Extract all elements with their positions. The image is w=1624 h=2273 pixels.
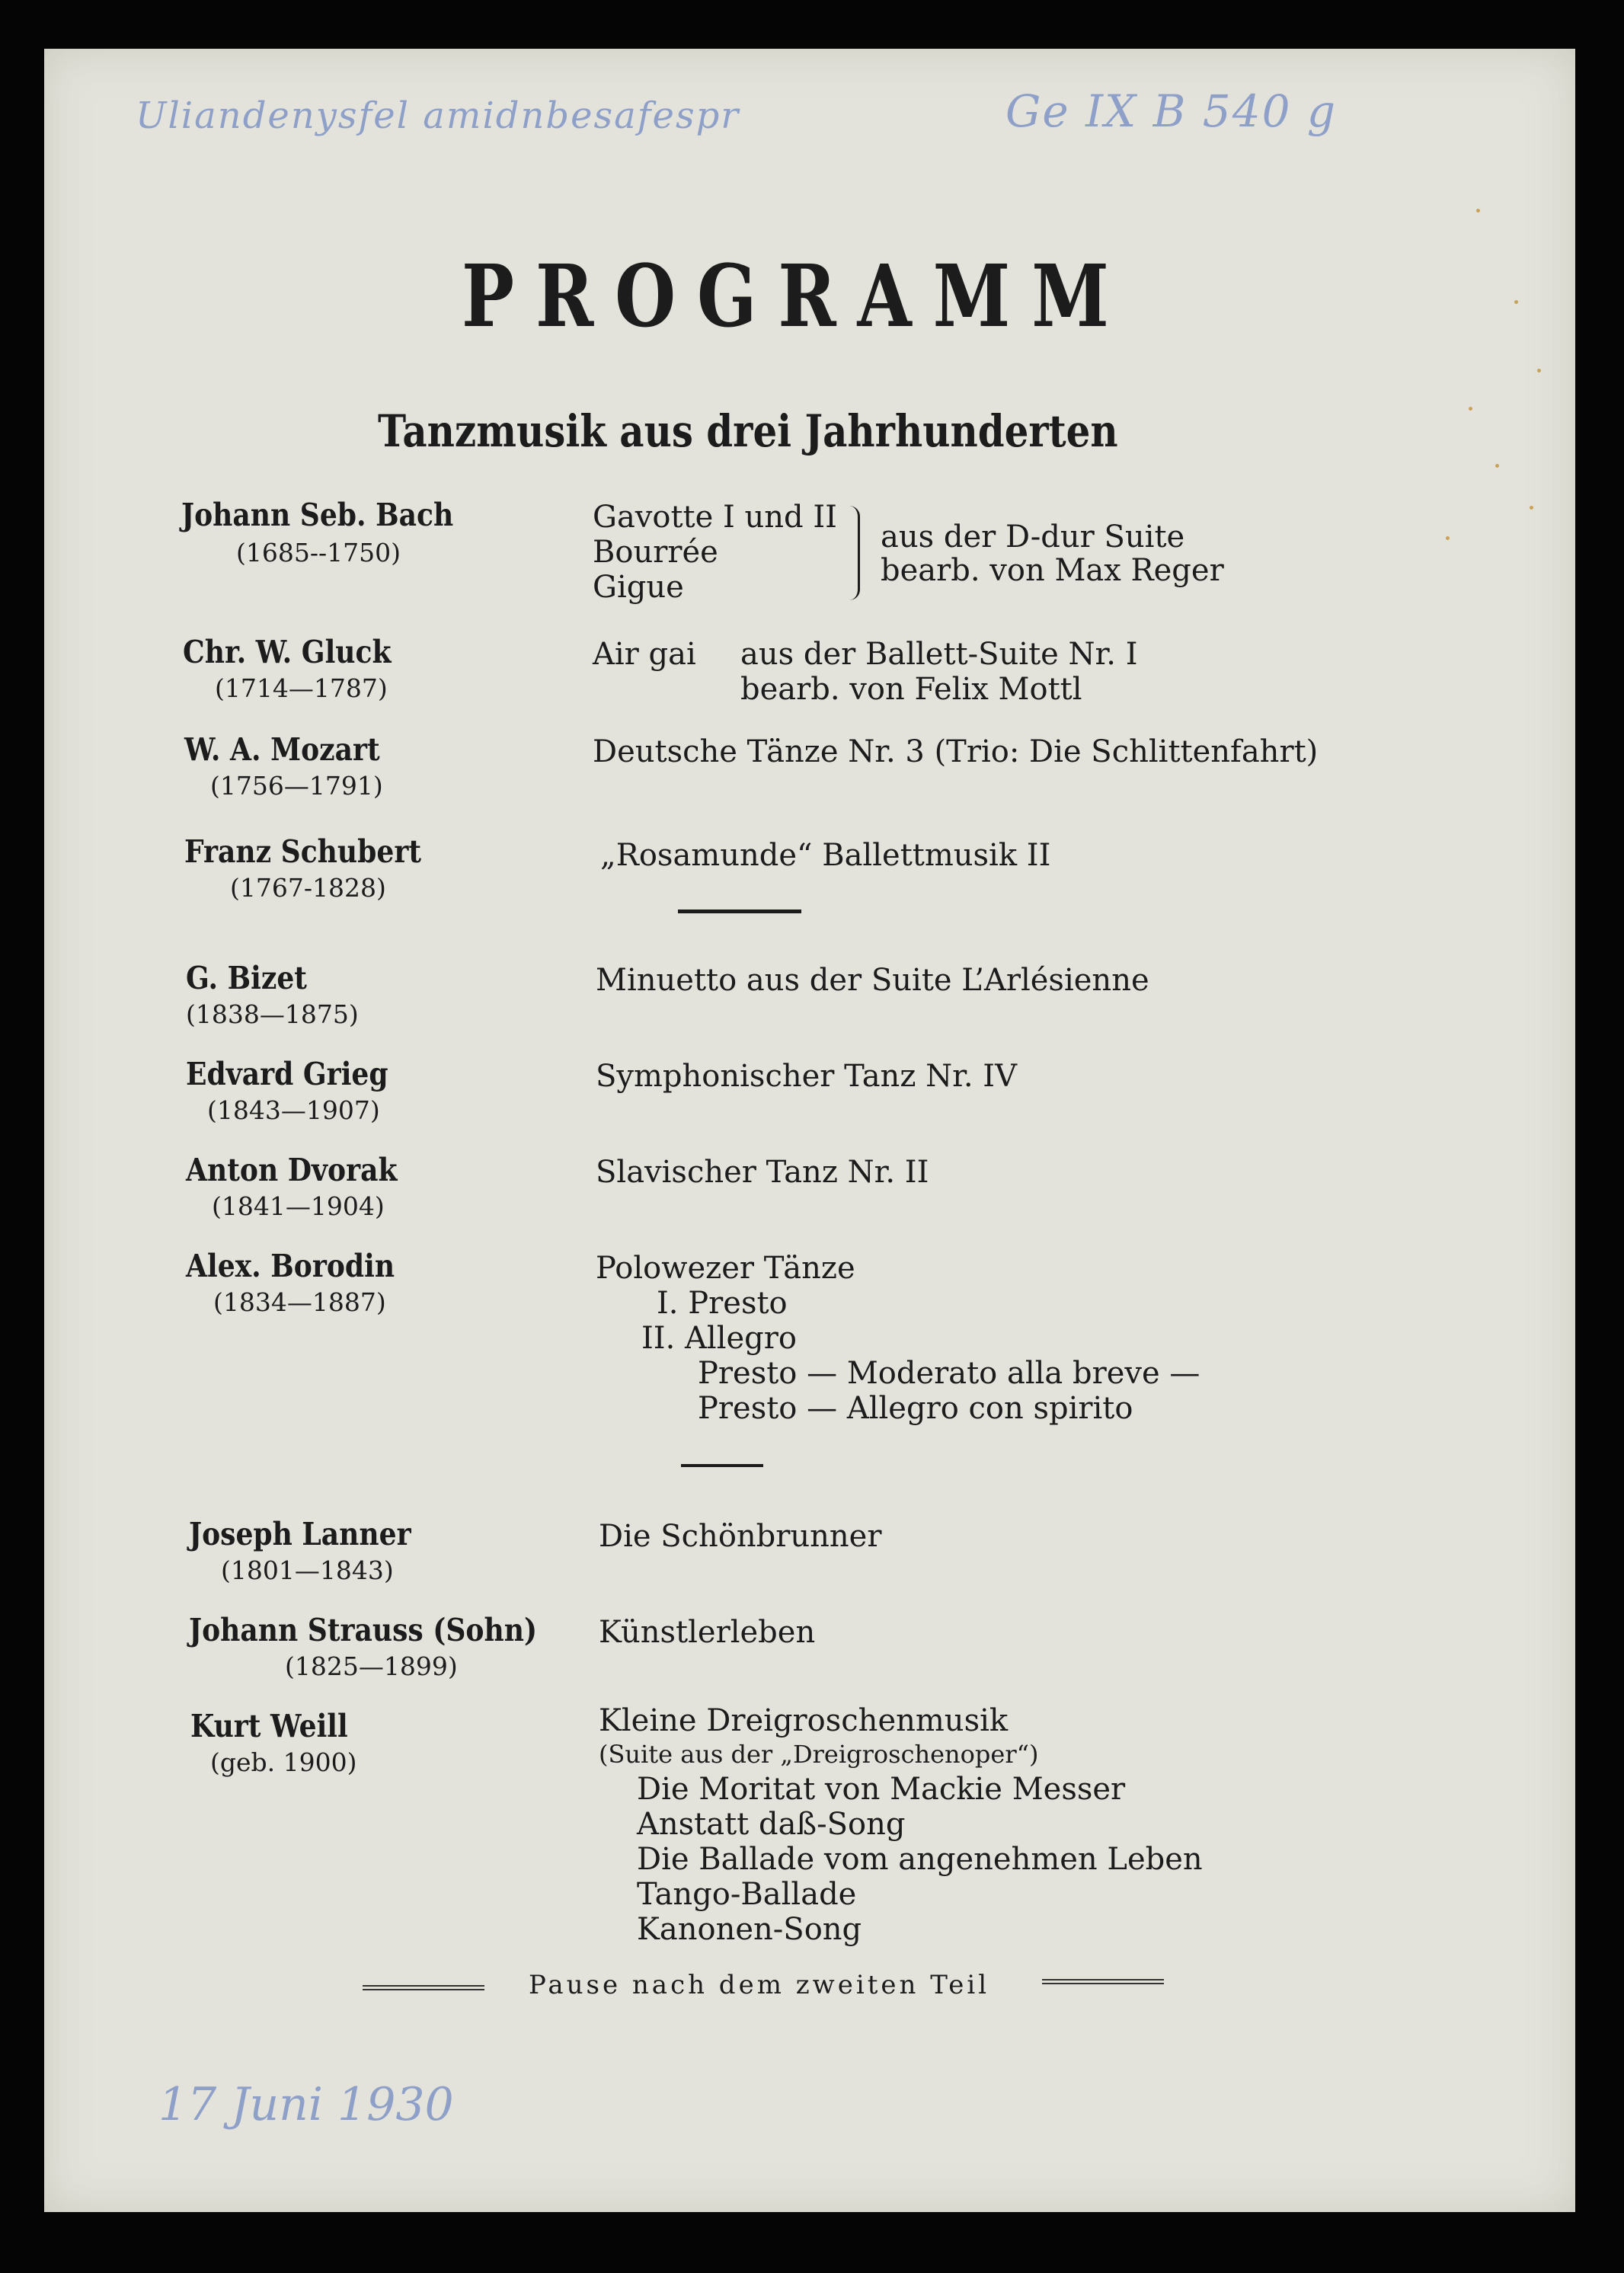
composer-name: Franz Schubert [184,833,421,870]
work-note: aus der Ballett-Suite Nr. I [740,637,1138,672]
pause-note: Pause nach dem zweiten Teil [529,1970,990,2000]
composer-name: Joseph Lanner [189,1516,411,1552]
composer-dates: (1756—1791) [210,771,383,801]
work-title: Slavischer Tanz Nr. II [596,1155,929,1190]
work-title: Polowezer Tänze [596,1251,855,1286]
section-divider [681,1464,763,1467]
work-note: bearb. von Max Reger [881,553,1224,588]
work-title: Gigue [593,570,684,605]
composer-name: Johann Strauss (Sohn) [189,1612,538,1648]
work-title: Deutsche Tänze Nr. 3 (Trio: Die Schlittenfahrt) [593,734,1319,769]
composer-dates: (1825—1899) [285,1651,458,1681]
pencil-date: 17 Juni 1930 [158,2078,454,2131]
song-line: Kanonen-Song [637,1912,862,1947]
composer-dates: (1767-1828) [230,873,386,903]
brace-mark [849,506,860,600]
composer-dates: (1801—1843) [221,1555,394,1585]
work-title: „Rosamunde“ Ballettmusik II [600,838,1051,873]
work-title: Air gai [593,637,696,672]
composer-name: W. A. Mozart [184,731,380,768]
work-title: Symphonischer Tanz Nr. IV [596,1059,1017,1094]
composer-name: Anton Dvorak [186,1152,398,1188]
composer-dates: (1838—1875) [186,999,359,1029]
song-line: Tango-Ballade [637,1877,857,1912]
movement-line: I. Presto [657,1286,788,1321]
composer-dates: (1843—1907) [207,1095,380,1125]
song-line: Anstatt daß-Song [637,1807,906,1842]
footer-rule-left [363,1985,484,1990]
movement-line: Presto — Allegro con spirito [698,1391,1133,1426]
movement-line: Presto — Moderato alla breve — [698,1356,1200,1391]
movement-line: II. Allegro [641,1321,797,1356]
work-title: Künstlerleben [599,1615,816,1650]
work-title: Die Schönbrunner [599,1519,882,1554]
section-divider [678,910,801,913]
composer-name: G. Bizet [186,960,307,996]
page-title: PROGRAMM [462,247,1130,347]
work-note: bearb. von Felix Mottl [740,672,1082,707]
page-subtitle: Tanzmusik aus drei Jahrhunderten [378,405,1118,457]
composer-name: Alex. Borodin [186,1248,395,1284]
song-line: Die Ballade vom angenehmen Leben [637,1842,1203,1877]
pencil-shelfmark: Ge IX B 540 g [1005,85,1338,137]
composer-name: Johann Seb. Bach [181,497,454,533]
work-title: Kleine Dreigroschenmusik [599,1703,1009,1738]
composer-dates: (1834—1887) [213,1287,386,1317]
program-sheet [44,49,1575,2212]
composer-name: Edvard Grieg [186,1056,388,1092]
song-line: Die Moritat von Mackie Messer [637,1772,1126,1807]
composer-name: Chr. W. Gluck [183,634,392,670]
composer-name: Kurt Weill [190,1708,348,1744]
work-note: aus der D-dur Suite [881,519,1185,555]
composer-dates: (1714—1787) [215,673,388,703]
work-title: Gavotte I und II [593,500,837,535]
work-title: Bourrée [593,535,718,570]
composer-dates: (geb. 1900) [210,1747,357,1777]
composer-dates: (1841—1904) [212,1191,385,1221]
pencil-annotation-top-left: Uliandenysfel amidnbesafespr [136,94,740,137]
work-title: Minuetto aus der Suite L’Arlésienne [596,963,1149,998]
footer-rule-right [1042,1979,1164,1984]
composer-dates: (1685--1750) [236,538,401,567]
work-subtitle: (Suite aus der „Dreigroschenoper“) [599,1740,1039,1769]
